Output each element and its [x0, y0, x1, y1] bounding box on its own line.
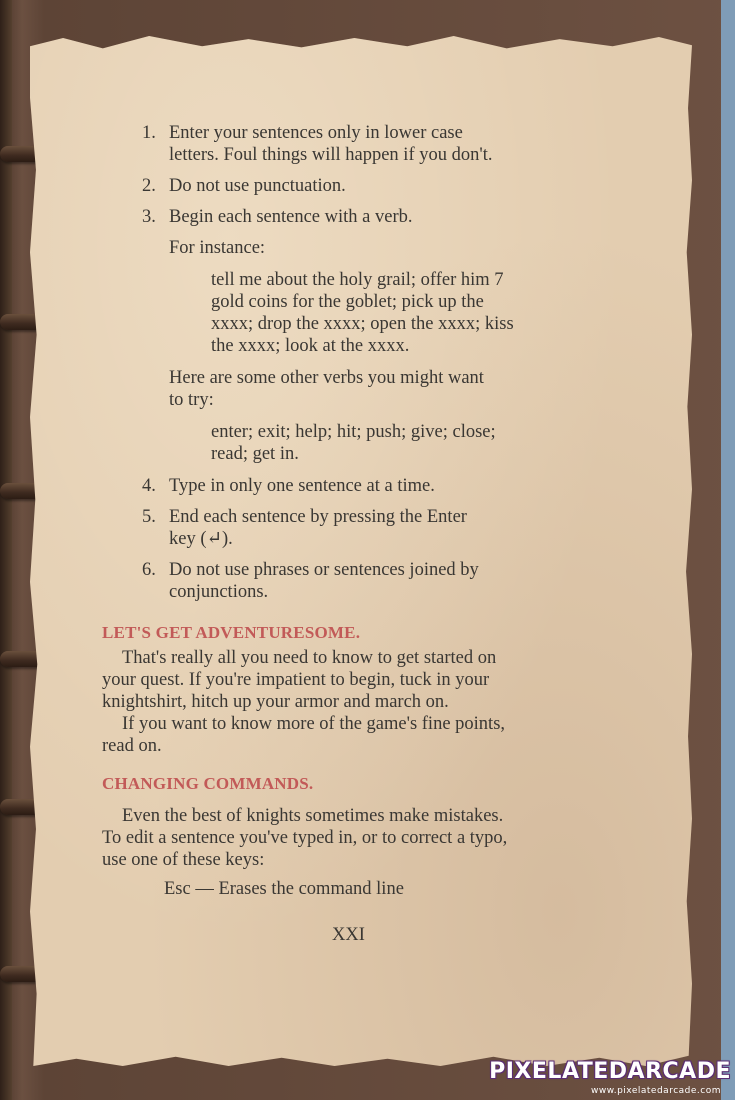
list-item-text: Do not use punctuation. [169, 176, 346, 196]
list-item-number: 1. [142, 123, 156, 143]
list-item-number: 6. [142, 560, 156, 580]
list-item [142, 122, 612, 166]
list-item [142, 206, 612, 228]
for-instance-label: For instance: [169, 238, 266, 258]
other-verbs-list: enter; exit; help; hit; push; give; close; read; get in. [211, 422, 496, 464]
list-item-text: Begin each sentence with a verb. [169, 207, 413, 227]
list-item [142, 506, 612, 550]
watermark-logo: PIXELATEDARCADE [489, 1059, 731, 1084]
list-item-text: End each sentence by pressing the Enter key (↵). [169, 507, 467, 549]
list-item-number: 2. [142, 176, 156, 196]
other-verbs-intro: Here are some other verbs you might want to try: [169, 368, 484, 410]
list-item-number: 5. [142, 507, 156, 527]
section-heading-changing-commands: CHANGING COMMANDS. [102, 774, 314, 793]
list-item-text: Do not use phrases or sentences joined by conjunctions. [169, 560, 479, 602]
list-item [142, 475, 612, 497]
instruction-list [142, 122, 612, 603]
list-item [142, 175, 612, 197]
watermark-url: www.pixelatedarcade.com [590, 1086, 721, 1096]
list-item [142, 559, 612, 603]
section-heading-adventuresome: LET'S GET ADVENTURESOME. [102, 623, 361, 642]
example-commands: tell me about the holy grail; offer him 7 gold coins for the goblet; pick up the xxxx; drop the xxxx; open the xxxx; kiss the xxxx; look at the xxxx. [211, 270, 514, 356]
page-number: XXI [332, 925, 365, 945]
list-item-text: Type in only one sentence at a time. [169, 476, 435, 496]
esc-key-description: Esc — Erases the command line [164, 879, 404, 899]
list-item-number: 4. [142, 476, 156, 496]
list-item-text: Enter your sentences only in lower case letters. Foul things will happen if you don't. [169, 123, 493, 165]
changing-commands-paragraph: Even the best of knights sometimes make mistakes. To edit a sentence you've typed in, or to correct a typo, use one of these keys: [102, 806, 508, 870]
list-item-number: 3. [142, 207, 156, 227]
adventuresome-paragraph: That's really all you need to know to get started on your quest. If you're impatient to begin, tuck in your knightshirt, hitch up your armor and march on. If you want to know more of the game's fine points, read on. [102, 648, 506, 756]
